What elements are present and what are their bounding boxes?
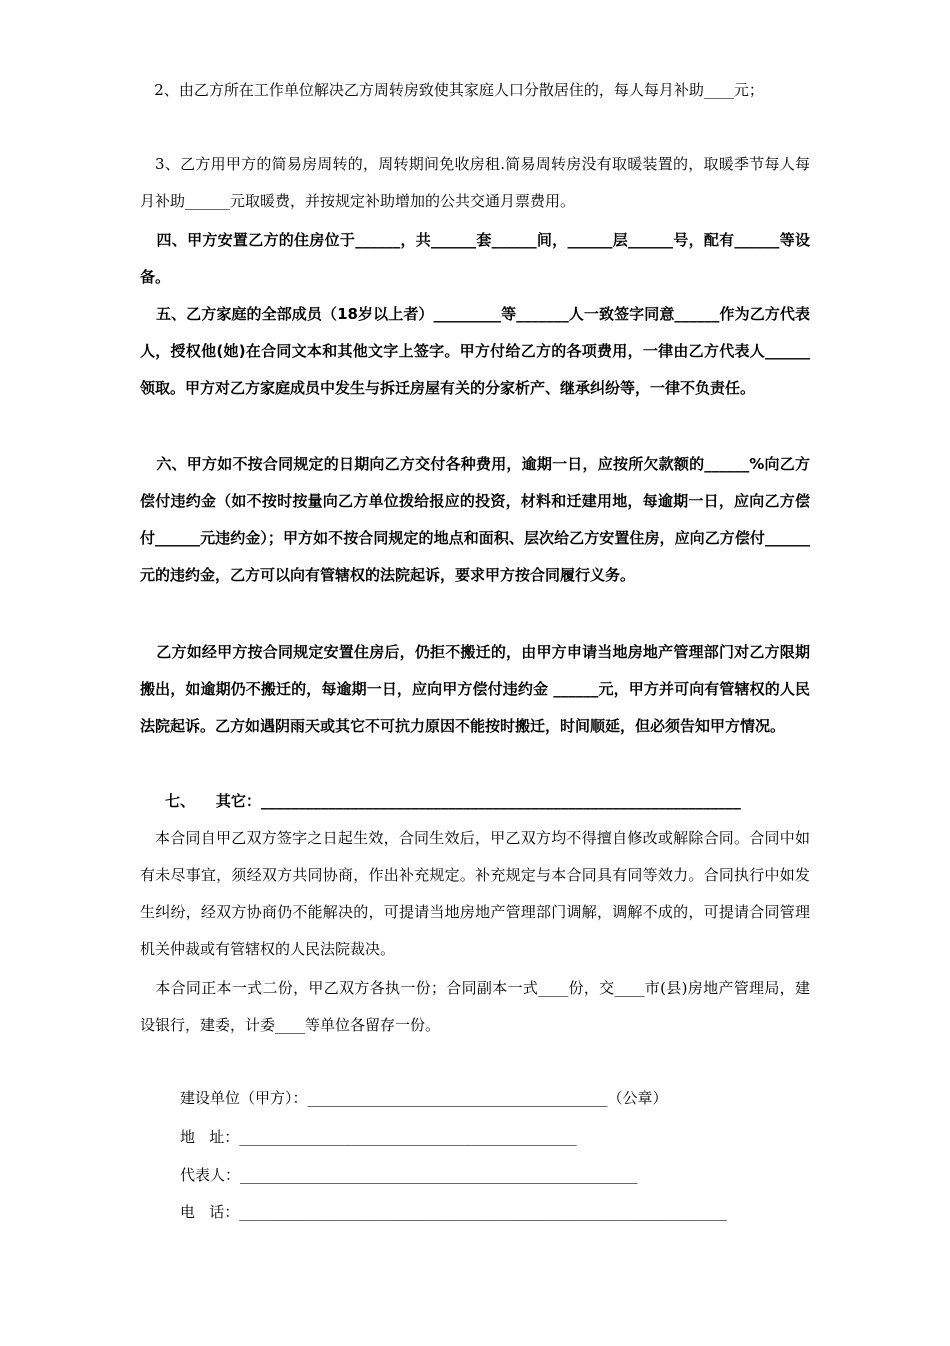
section-4-housing-placement: 四、甲方安置乙方的住房位于______，共______套______间，______层______号，配有______等设备。 xyxy=(140,231,810,286)
section-6-penalties: 六、甲方如不按合同规定的日期向乙方交付各种费用，逾期一日，应按所欠款额的______%向乙方偿付违约金（如不按时按量向乙方单位拨给报应的投资，材料和迁建用地，每逾期一日，应向乙方偿付______元违约金）；甲方如不按合同规定的地点和面积、层次给乙方安置住房，应向乙方偿付______元的违约金，乙方可以向有管辖权的法院起诉，要求甲方按合同履行义务。 xyxy=(140,455,810,584)
clause-2-subsidy: 2、由乙方所在工作单位解决乙方周转房致使其家庭人口分散居住的，每人每月补助____元； xyxy=(140,81,764,99)
signature-address: 地 址：_____________________________________________ xyxy=(180,1128,577,1146)
section-5-family-representative: 五、乙方家庭的全部成员（18岁以上者）_________等_______人一致签字同意______作为乙方代表人，授权他(她)在合同文本和其他文字上签字。甲方付给乙方的各项费用，一律由乙方代表人______领取。甲方对乙方家庭成员中发生与拆迁房屋有关的分家析产、继承纠纷等，一律不负责任。 xyxy=(140,305,810,397)
signature-unit: 建设单位（甲方）：________________________________________（公章） xyxy=(180,1089,668,1107)
copies-clause: 本合同正本一式二份，甲乙双方各执一份；合同副本一式____份，交____市(县)房地产管理局，建设银行，建委，计委____等单位各留存一份。 xyxy=(140,979,810,1034)
clause-3-temporary-housing: 3、乙方用甲方的简易房周转的，周转期间免收房租.简易周转房没有取暖装置的，取暖季节每人每月补助______元取暖费，并按规定补助增加的公共交通月票费用。 xyxy=(140,155,810,210)
section-6-relocation-refusal: 乙方如经甲方按合同规定安置住房后，仍拒不搬迁的，由甲方申请当地房地产管理部门对乙方限期搬出，如逾期仍不搬迁的，每逾期一日，应向甲方偿付违约金 ______元，甲方并可向有管辖权的人民法院起诉。乙方如遇阴雨天或其它不可抗力原因不能按时搬迁，时间顺延，但必须告知甲方情况。 xyxy=(140,643,810,735)
section-7-other: 七、 其它：________________________________________________________________ xyxy=(165,792,741,810)
signature-phone: 电 话：_________________________________________________________________ xyxy=(180,1203,727,1221)
effectiveness-clause: 本合同自甲乙双方签字之日起生效，合同生效后，甲乙双方均不得擅自修改或解除合同。合同中如有未尽事宜，须经双方共同协商，作出补充规定。补充规定与本合同具有同等效力。合同执行中如发生纠纷，经双方协商仍不能解决的，可提请当地房地产管理部门调解，调解不成的，可提请合同管理机关仲裁或有管辖权的人民法院裁决。 xyxy=(140,829,810,958)
signature-representative: 代表人：_____________________________________________________ xyxy=(180,1166,638,1184)
